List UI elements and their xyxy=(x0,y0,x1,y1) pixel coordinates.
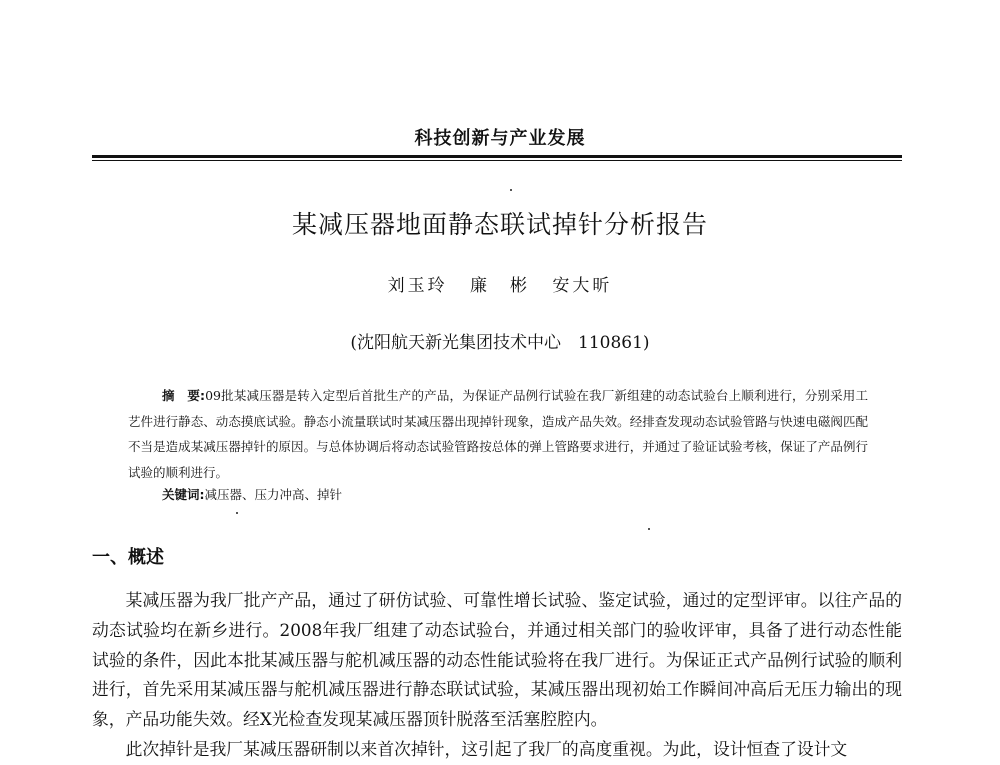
scan-speck xyxy=(236,512,238,514)
scan-speck xyxy=(648,528,650,530)
section-heading: 一、概述 xyxy=(92,547,164,568)
running-header: 科技创新与产业发展 xyxy=(414,128,586,149)
body-paragraph: 某减压器为我厂批产产品，通过了研仿试验、可靠性增长试验、鉴定试验，通过的定型评审。以往产品的动态试验均在新乡进行。2008年我厂组建了动态试验台，并通过相关部门的验收评审，具备了进行动态性能试验的条件，因此本批某减压器与舵机减压器的动态性能试验将在我厂进行。为保证正式产品例行试验的顺利进行，首先采用某减压器与舵机减压器进行静态联试试验，某减压器出现初始工作瞬间冲高后无压力输出的现象，产品功能失效。经X光检查发现某减压器顶针脱落至活塞腔腔内。 xyxy=(92,590,902,730)
author-name: 安大昕 xyxy=(552,276,613,296)
keywords xyxy=(162,485,342,503)
author-name: 刘玉玲 xyxy=(387,276,448,296)
abstract-label: 摘 要: xyxy=(162,388,206,403)
abstract-text: 09批某减压器是转入定型后首批生产的产品，为保证产品例行试验在我厂新组建的动态试验台上顺利进行，分别采用工艺件进行静态、动态摸底试验。静态小流量联试时某减压器出现掉针现象，造成产品失效。经排查发现动态试验管路与快速电磁阀匹配不当是造成某减压器掉针的原因。与总体协调后将动态试验管路按总体的弹上管路要求进行，并通过了验证试验考核，保证了产品例行试验的顺利进行。 xyxy=(128,388,868,480)
abstract xyxy=(128,383,868,485)
affiliation: (沈阳航天新光集团技术中心 110861) xyxy=(350,333,650,353)
keywords-text: 减压器、压力冲高、掉针 xyxy=(204,487,343,502)
author-name: 廉 彬 xyxy=(470,276,530,296)
body-paragraph: 此次掉针是我厂某减压器研制以来首次掉针，这引起了我厂的高度重视。为此，设计恒查了设计文 xyxy=(125,738,848,759)
scan-speck xyxy=(510,189,512,191)
header-rule-thick xyxy=(92,155,902,158)
paper-title: 某减压器地面静态联试掉针分析报告 xyxy=(291,210,708,239)
header-rule-thin xyxy=(92,160,902,161)
body-text xyxy=(92,586,902,765)
keywords-label: 关键词: xyxy=(162,487,205,502)
author-list xyxy=(0,271,1000,296)
